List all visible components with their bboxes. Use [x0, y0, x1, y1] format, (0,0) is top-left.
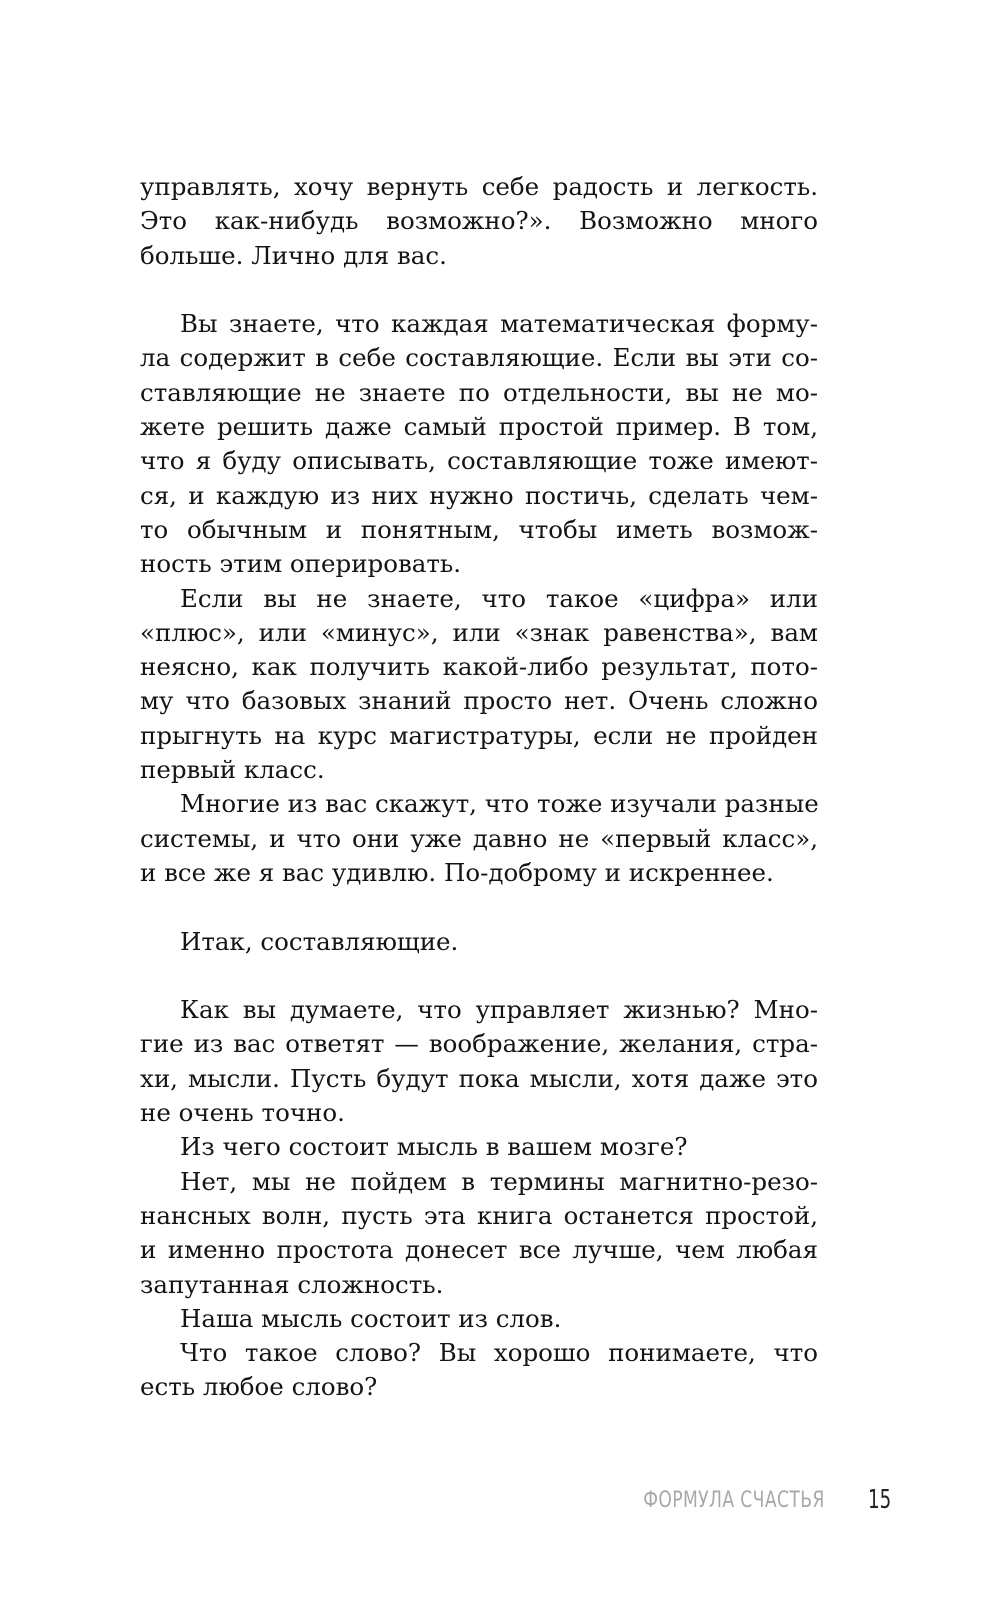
text-line: Нет, мы не пойдем в термины магнитно-резо- [180, 1166, 818, 1196]
text-line: ла содержит в себе составляющие. Если вы эти со- [140, 343, 818, 373]
text-line: и все же я вас удивлю. По-доброму и искреннее. [140, 857, 774, 887]
text-line: Многие из вас скажут, что тоже изучали разные [180, 789, 819, 819]
text-line: ся, и каждую из них нужно постичь, сделать чем- [140, 480, 818, 510]
text-line: Что такое слово? Вы хорошо понимаете, что [180, 1338, 818, 1368]
text-line: системы, и что они уже давно не «первый класс», [140, 823, 818, 853]
text-line: неясно, как получить какой-либо результат, пото- [140, 652, 818, 682]
text-line: управлять, хочу вернуть себе радость и легкость. [140, 172, 818, 201]
text-line: ставляющие не знаете по отдельности, вы не мо- [140, 377, 818, 407]
text-line: есть любое слово? [140, 1372, 378, 1402]
running-title: ФОРМУЛА СЧАСТЬЯ [643, 1488, 825, 1513]
text-line: первый класс. [140, 755, 325, 785]
text-line: гие из вас ответят — воображение, желания, стра- [140, 1029, 818, 1059]
text-line: прыгнуть на курс магистратуры, если не пройден [140, 720, 818, 750]
text-line: нансных волн, пусть эта книга останется простой, [140, 1200, 818, 1230]
text-line: то обычным и понятным, чтобы иметь возмож- [140, 514, 818, 544]
page-number: 15 [868, 1485, 892, 1515]
text-line: запутанная сложность. [140, 1269, 444, 1299]
page-footer [0, 1482, 1000, 1522]
text-line: не очень точно. [140, 1098, 345, 1128]
text-line: му что базовых знаний просто нет. Очень сложно [140, 686, 818, 716]
text-line: Наша мысль состоит из слов. [180, 1303, 562, 1333]
text-line: Как вы думаете, что управляет жизнью? Мно- [180, 995, 818, 1025]
text-line [140, 273, 818, 307]
text-line: Если вы не знаете, что такое «цифра» или [180, 583, 818, 613]
text-line: Это как-нибудь возможно?». Возможно много [140, 206, 818, 236]
text-line [140, 890, 818, 924]
text-line: и именно простота донесет все лучше, чем любая [140, 1235, 818, 1265]
text-line: больше. Лично для вас. [140, 240, 447, 270]
text-line: что я буду описывать, составляющие тоже имеют- [140, 446, 818, 476]
text-line: хи, мысли. Пусть будут пока мысли, хотя даже это [140, 1063, 818, 1093]
text-line: ность этим оперировать. [140, 549, 462, 579]
text-line: Итак, составляющие. [180, 926, 459, 956]
text-line: Из чего состоит мысль в вашем мозге? [180, 1132, 688, 1162]
text-line: «плюс», или «минус», или «знак равенства», вам [140, 617, 818, 647]
body-text [140, 170, 818, 1405]
text-line: жете решить даже самый простой пример. В том, [140, 412, 818, 442]
text-line [140, 959, 818, 993]
text-line: Вы знаете, что каждая математическая форму- [180, 309, 818, 339]
